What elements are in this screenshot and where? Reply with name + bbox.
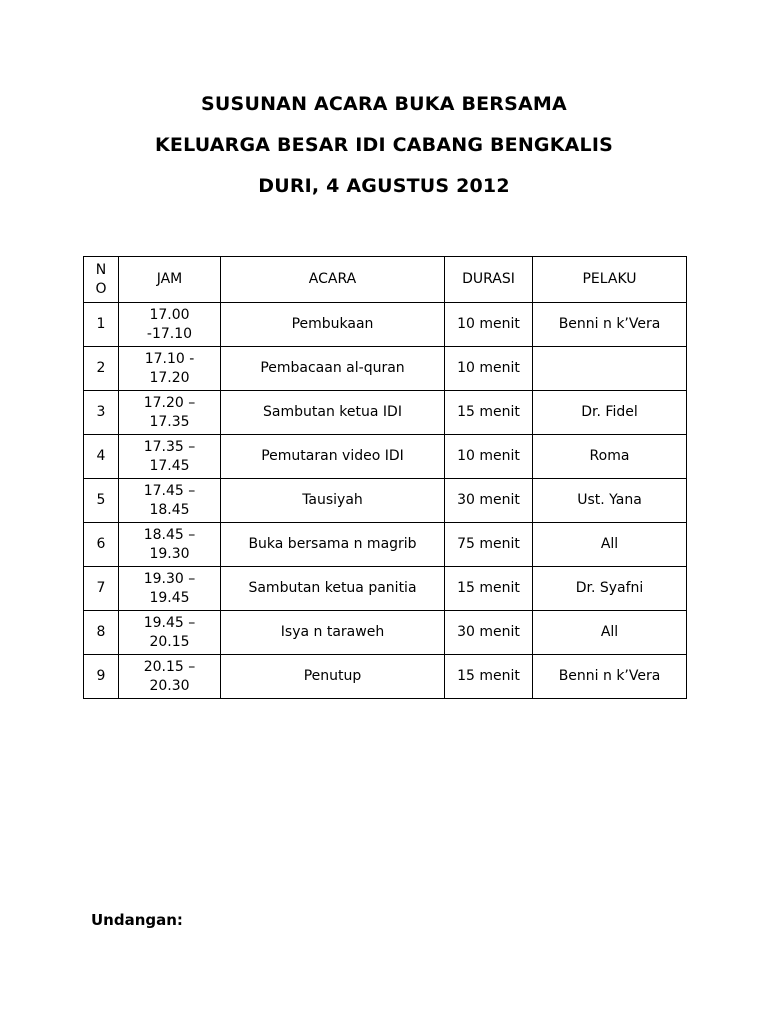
cell-jam-end: 18.45 — [149, 501, 190, 518]
cell-pelaku: Benni n k’Vera — [533, 655, 687, 699]
cell-jam — [119, 347, 221, 391]
cell-durasi: 30 menit — [445, 611, 533, 655]
cell-acara: Sambutan ketua IDI — [221, 391, 445, 435]
cell-acara: Sambutan ketua panitia — [221, 567, 445, 611]
cell-acara: Pemutaran video IDI — [221, 435, 445, 479]
cell-pelaku — [533, 347, 687, 391]
cell-no: 4 — [84, 435, 119, 479]
cell-no: 7 — [84, 567, 119, 611]
cell-jam — [119, 479, 221, 523]
cell-pelaku: Dr. Syafni — [533, 567, 687, 611]
table-row — [84, 523, 687, 567]
document-title-line-1: SUSUNAN ACARA BUKA BERSAMA — [201, 93, 567, 115]
document-title-line-3: DURI, 4 AGUSTUS 2012 — [258, 175, 510, 197]
table-row — [84, 391, 687, 435]
cell-no: 5 — [84, 479, 119, 523]
cell-jam-start: 17.10 - — [144, 350, 195, 367]
cell-acara: Penutup — [221, 655, 445, 699]
cell-jam-end: 17.35 — [149, 413, 190, 430]
cell-pelaku: Dr. Fidel — [533, 391, 687, 435]
cell-pelaku: All — [533, 611, 687, 655]
cell-jam-start: 20.15 – — [143, 658, 196, 675]
cell-durasi: 15 menit — [445, 655, 533, 699]
cell-no: 8 — [84, 611, 119, 655]
cell-jam-start: 18.45 – — [143, 526, 196, 543]
cell-jam-end: 19.30 — [149, 545, 190, 562]
cell-jam — [119, 567, 221, 611]
cell-jam — [119, 303, 221, 347]
header-durasi: DURASI — [445, 257, 533, 303]
cell-durasi: 10 menit — [445, 347, 533, 391]
cell-durasi: 15 menit — [445, 567, 533, 611]
cell-durasi: 75 menit — [445, 523, 533, 567]
cell-jam-start: 17.45 – — [143, 482, 196, 499]
cell-no: 3 — [84, 391, 119, 435]
cell-jam — [119, 655, 221, 699]
cell-jam-end: 17.45 — [149, 457, 190, 474]
cell-durasi: 10 menit — [445, 435, 533, 479]
cell-pelaku: All — [533, 523, 687, 567]
cell-no: 6 — [84, 523, 119, 567]
header-no-line-2: O — [95, 280, 107, 297]
cell-durasi: 10 menit — [445, 303, 533, 347]
cell-jam — [119, 523, 221, 567]
cell-jam — [119, 391, 221, 435]
header-no — [84, 257, 119, 303]
cell-jam-end: 19.45 — [149, 589, 190, 606]
cell-pelaku: Benni n k’Vera — [533, 303, 687, 347]
document-title-line-2: KELUARGA BESAR IDI CABANG BENGKALIS — [154, 134, 614, 156]
table-header-row — [84, 257, 687, 303]
cell-pelaku: Roma — [533, 435, 687, 479]
cell-pelaku: Ust. Yana — [533, 479, 687, 523]
cell-jam-end: 17.20 — [149, 369, 190, 386]
cell-acara: Pembacaan al-quran — [221, 347, 445, 391]
table-row — [84, 611, 687, 655]
cell-no: 1 — [84, 303, 119, 347]
table-row — [84, 567, 687, 611]
schedule-table-body — [84, 303, 687, 699]
cell-durasi: 30 menit — [445, 479, 533, 523]
cell-no: 9 — [84, 655, 119, 699]
table-row — [84, 435, 687, 479]
table-row — [84, 347, 687, 391]
cell-jam-start: 17.20 – — [143, 394, 196, 411]
cell-jam-start: 19.45 – — [143, 614, 196, 631]
cell-jam-end: -17.10 — [146, 325, 193, 342]
table-row — [84, 479, 687, 523]
header-pelaku: PELAKU — [533, 257, 687, 303]
cell-durasi: 15 menit — [445, 391, 533, 435]
cell-acara: Pembukaan — [221, 303, 445, 347]
header-acara: ACARA — [221, 257, 445, 303]
cell-jam-end: 20.30 — [149, 677, 190, 694]
cell-no: 2 — [84, 347, 119, 391]
cell-acara: Tausiyah — [221, 479, 445, 523]
cell-jam-start: 17.35 – — [143, 438, 196, 455]
header-jam: JAM — [119, 257, 221, 303]
cell-jam-end: 20.15 — [149, 633, 190, 650]
cell-jam — [119, 611, 221, 655]
undangan-label: Undangan: — [91, 911, 183, 929]
table-row — [84, 303, 687, 347]
schedule-table — [83, 256, 687, 699]
cell-jam-start: 19.30 – — [143, 570, 196, 587]
table-row — [84, 655, 687, 699]
cell-jam-start: 17.00 — [149, 306, 190, 323]
cell-acara: Isya n taraweh — [221, 611, 445, 655]
cell-jam — [119, 435, 221, 479]
header-no-line-1: N — [95, 261, 107, 278]
cell-acara: Buka bersama n magrib — [221, 523, 445, 567]
